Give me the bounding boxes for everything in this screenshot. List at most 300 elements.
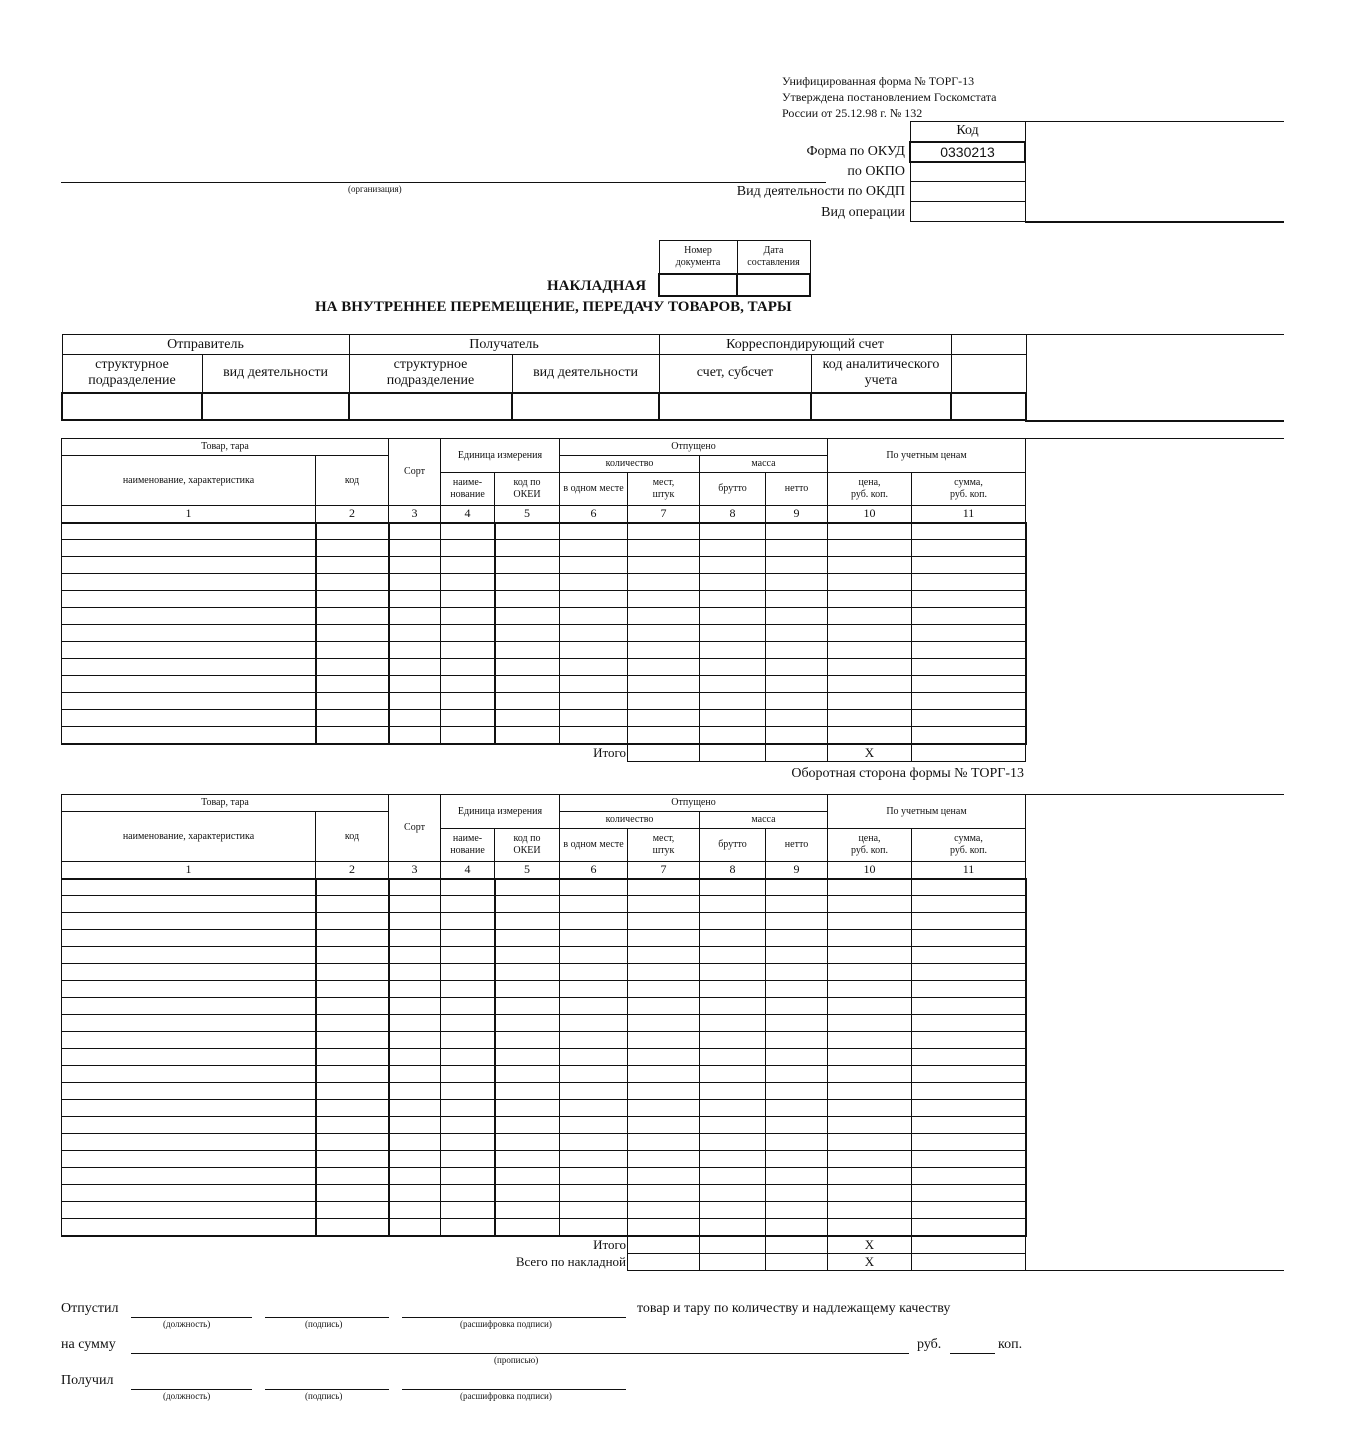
doc-number-value[interactable] <box>659 274 737 296</box>
table-cell[interactable] <box>389 642 441 659</box>
table-cell[interactable] <box>495 1100 560 1117</box>
subaccount-value[interactable] <box>659 393 811 420</box>
table-cell[interactable] <box>628 523 700 540</box>
table-cell[interactable] <box>628 1083 700 1100</box>
table-cell[interactable] <box>700 930 766 947</box>
table-cell[interactable] <box>766 1168 828 1185</box>
table-cell[interactable] <box>495 1134 560 1151</box>
table-cell[interactable] <box>389 1083 441 1100</box>
table-cell[interactable] <box>766 1049 828 1066</box>
table-cell[interactable] <box>560 676 628 693</box>
released-signature-line[interactable] <box>265 1317 389 1318</box>
total-gross[interactable] <box>700 744 766 762</box>
table-cell[interactable] <box>389 557 441 574</box>
table-cell[interactable] <box>316 1049 389 1066</box>
table-cell[interactable] <box>766 710 828 727</box>
table-cell[interactable] <box>700 1219 766 1236</box>
table-cell[interactable] <box>389 964 441 981</box>
table-cell[interactable] <box>766 1032 828 1049</box>
table-cell[interactable] <box>441 523 495 540</box>
okud-value[interactable]: 0330213 <box>910 142 1025 162</box>
table-cell[interactable] <box>441 981 495 998</box>
table-cell[interactable] <box>316 981 389 998</box>
table-cell[interactable] <box>441 1032 495 1049</box>
table-cell[interactable] <box>560 1015 628 1032</box>
table-cell[interactable] <box>560 896 628 913</box>
table-cell[interactable] <box>912 659 1026 676</box>
table-cell[interactable] <box>495 625 560 642</box>
table-cell[interactable] <box>700 998 766 1015</box>
table-cell[interactable] <box>389 540 441 557</box>
table-cell[interactable] <box>560 998 628 1015</box>
table-cell[interactable] <box>628 1219 700 1236</box>
okpo-value[interactable] <box>910 162 1025 182</box>
table-cell[interactable] <box>495 608 560 625</box>
table-cell[interactable] <box>828 998 912 1015</box>
table-cell[interactable] <box>316 642 389 659</box>
table-cell[interactable] <box>700 540 766 557</box>
table-cell[interactable] <box>495 964 560 981</box>
table-cell[interactable] <box>316 930 389 947</box>
table-cell[interactable] <box>316 964 389 981</box>
table-cell[interactable] <box>766 1151 828 1168</box>
operation-value[interactable] <box>910 202 1025 222</box>
table-cell[interactable] <box>495 1185 560 1202</box>
table-cell[interactable] <box>441 1151 495 1168</box>
table-cell[interactable] <box>828 913 912 930</box>
table-cell[interactable] <box>912 1168 1026 1185</box>
table-cell[interactable] <box>700 693 766 710</box>
table-cell[interactable] <box>316 1134 389 1151</box>
table-cell[interactable] <box>828 1100 912 1117</box>
table-cell[interactable] <box>495 523 560 540</box>
table-cell[interactable] <box>912 591 1026 608</box>
table-cell[interactable] <box>316 540 389 557</box>
table-cell[interactable] <box>316 1083 389 1100</box>
table-cell[interactable] <box>62 1117 316 1134</box>
table-cell[interactable] <box>495 574 560 591</box>
table-cell[interactable] <box>912 1100 1026 1117</box>
table-cell[interactable] <box>62 625 316 642</box>
table-cell[interactable] <box>628 981 700 998</box>
table-cell[interactable] <box>766 659 828 676</box>
table-cell[interactable] <box>766 913 828 930</box>
table-cell[interactable] <box>495 1032 560 1049</box>
table-cell[interactable] <box>700 1202 766 1219</box>
table-cell[interactable] <box>628 693 700 710</box>
table-cell[interactable] <box>628 540 700 557</box>
table-cell[interactable] <box>828 710 912 727</box>
table-cell[interactable] <box>389 1100 441 1117</box>
table-cell[interactable] <box>316 557 389 574</box>
table-cell[interactable] <box>628 574 700 591</box>
table-cell[interactable] <box>495 998 560 1015</box>
table-cell[interactable] <box>495 1049 560 1066</box>
table-cell[interactable] <box>766 1185 828 1202</box>
table-cell[interactable] <box>389 981 441 998</box>
table-cell[interactable] <box>628 1202 700 1219</box>
table-cell[interactable] <box>62 1032 316 1049</box>
table-cell[interactable] <box>766 693 828 710</box>
table-cell[interactable] <box>560 540 628 557</box>
table-cell[interactable] <box>495 710 560 727</box>
table-cell[interactable] <box>62 1066 316 1083</box>
table-cell[interactable] <box>389 1185 441 1202</box>
table-cell[interactable] <box>62 913 316 930</box>
table-cell[interactable] <box>389 1066 441 1083</box>
table-cell[interactable] <box>441 710 495 727</box>
table-cell[interactable] <box>700 1083 766 1100</box>
table-cell[interactable] <box>628 557 700 574</box>
table-cell[interactable] <box>700 574 766 591</box>
table-cell[interactable] <box>495 1066 560 1083</box>
table-cell[interactable] <box>828 676 912 693</box>
table-cell[interactable] <box>560 1134 628 1151</box>
table-cell[interactable] <box>441 1219 495 1236</box>
table-cell[interactable] <box>700 710 766 727</box>
table-cell[interactable] <box>62 1168 316 1185</box>
table-cell[interactable] <box>441 1049 495 1066</box>
table-cell[interactable] <box>912 574 1026 591</box>
table-cell[interactable] <box>495 947 560 964</box>
table-cell[interactable] <box>560 1168 628 1185</box>
table-cell[interactable] <box>62 1049 316 1066</box>
table-cell[interactable] <box>828 1015 912 1032</box>
received-signature-line[interactable] <box>265 1389 389 1390</box>
total-sum[interactable] <box>912 744 1026 762</box>
table-cell[interactable] <box>560 1083 628 1100</box>
table-cell[interactable] <box>700 1185 766 1202</box>
table-cell[interactable] <box>766 1100 828 1117</box>
table-cell[interactable] <box>828 964 912 981</box>
table-cell[interactable] <box>441 1066 495 1083</box>
table-cell[interactable] <box>389 659 441 676</box>
table-cell[interactable] <box>495 676 560 693</box>
table-cell[interactable] <box>560 1202 628 1219</box>
table-cell[interactable] <box>700 981 766 998</box>
table-cell[interactable] <box>912 710 1026 727</box>
table-cell[interactable] <box>700 1049 766 1066</box>
table-cell[interactable] <box>389 574 441 591</box>
table-cell[interactable] <box>441 1202 495 1219</box>
analytic-value[interactable] <box>811 393 951 420</box>
table-cell[interactable] <box>316 1032 389 1049</box>
table-cell[interactable] <box>700 523 766 540</box>
table-cell[interactable] <box>316 1219 389 1236</box>
table-cell[interactable] <box>316 574 389 591</box>
table-cell[interactable] <box>912 913 1026 930</box>
table-cell[interactable] <box>62 1202 316 1219</box>
table-cell[interactable] <box>828 1066 912 1083</box>
table-cell[interactable] <box>560 1049 628 1066</box>
table-cell[interactable] <box>316 1066 389 1083</box>
table-cell[interactable] <box>628 710 700 727</box>
table-cell[interactable] <box>316 1117 389 1134</box>
table-cell[interactable] <box>62 879 316 896</box>
table-cell[interactable] <box>62 642 316 659</box>
table-cell[interactable] <box>766 591 828 608</box>
table-cell[interactable] <box>441 879 495 896</box>
table-cell[interactable] <box>560 625 628 642</box>
table-cell[interactable] <box>560 659 628 676</box>
table-cell[interactable] <box>62 574 316 591</box>
table-cell[interactable] <box>912 540 1026 557</box>
table-cell[interactable] <box>441 1134 495 1151</box>
table-cell[interactable] <box>766 1117 828 1134</box>
table-cell[interactable] <box>389 947 441 964</box>
table-cell[interactable] <box>316 710 389 727</box>
table-cell[interactable] <box>828 523 912 540</box>
table-cell[interactable] <box>441 642 495 659</box>
table-cell[interactable] <box>828 1049 912 1066</box>
table-cell[interactable] <box>560 523 628 540</box>
table-cell[interactable] <box>441 998 495 1015</box>
table-cell[interactable] <box>766 879 828 896</box>
table-cell[interactable] <box>912 930 1026 947</box>
table-cell[interactable] <box>766 523 828 540</box>
table-cell[interactable] <box>495 981 560 998</box>
table-cell[interactable] <box>62 964 316 981</box>
table-cell[interactable] <box>700 896 766 913</box>
table-cell[interactable] <box>700 625 766 642</box>
table-cell[interactable] <box>389 896 441 913</box>
table-cell[interactable] <box>828 981 912 998</box>
table-cell[interactable] <box>389 1117 441 1134</box>
table-cell[interactable] <box>912 1066 1026 1083</box>
receiver-activity-value[interactable] <box>512 393 659 420</box>
table-cell[interactable] <box>828 896 912 913</box>
table-cell[interactable] <box>628 1066 700 1083</box>
table-cell[interactable] <box>441 557 495 574</box>
table-cell[interactable] <box>828 608 912 625</box>
table-cell[interactable] <box>700 1151 766 1168</box>
table-cell[interactable] <box>389 1168 441 1185</box>
table-cell[interactable] <box>700 1134 766 1151</box>
table-cell[interactable] <box>628 625 700 642</box>
table-cell[interactable] <box>560 879 628 896</box>
doc-date-value[interactable] <box>737 274 810 296</box>
table-cell[interactable] <box>389 1049 441 1066</box>
table-cell[interactable] <box>766 1134 828 1151</box>
table-cell[interactable] <box>828 1219 912 1236</box>
table-cell[interactable] <box>766 540 828 557</box>
table-cell[interactable] <box>62 727 316 744</box>
table-cell[interactable] <box>700 913 766 930</box>
total-places[interactable] <box>628 1236 700 1254</box>
table-cell[interactable] <box>628 608 700 625</box>
table-cell[interactable] <box>441 591 495 608</box>
table-cell[interactable] <box>441 693 495 710</box>
total-net[interactable] <box>766 1236 828 1254</box>
organization-line[interactable] <box>61 182 826 183</box>
kop-line[interactable] <box>950 1353 995 1354</box>
table-cell[interactable] <box>766 625 828 642</box>
table-cell[interactable] <box>828 659 912 676</box>
table-cell[interactable] <box>389 625 441 642</box>
table-cell[interactable] <box>62 523 316 540</box>
sum-in-words-line[interactable] <box>131 1353 909 1354</box>
table-cell[interactable] <box>828 574 912 591</box>
table-cell[interactable] <box>495 1151 560 1168</box>
parties-extra-value[interactable] <box>951 393 1026 420</box>
table-cell[interactable] <box>495 727 560 744</box>
sender-activity-value[interactable] <box>202 393 349 420</box>
table-cell[interactable] <box>560 930 628 947</box>
table-cell[interactable] <box>560 913 628 930</box>
table-cell[interactable] <box>389 1151 441 1168</box>
table-cell[interactable] <box>912 1134 1026 1151</box>
table-cell[interactable] <box>316 1151 389 1168</box>
table-cell[interactable] <box>316 998 389 1015</box>
table-cell[interactable] <box>700 591 766 608</box>
table-cell[interactable] <box>766 642 828 659</box>
sender-struct-value[interactable] <box>62 393 202 420</box>
table-cell[interactable] <box>62 1015 316 1032</box>
table-cell[interactable] <box>912 625 1026 642</box>
table-cell[interactable] <box>62 676 316 693</box>
table-cell[interactable] <box>441 947 495 964</box>
table-cell[interactable] <box>441 1015 495 1032</box>
table-cell[interactable] <box>560 1185 628 1202</box>
table-cell[interactable] <box>700 1168 766 1185</box>
table-cell[interactable] <box>62 1100 316 1117</box>
table-cell[interactable] <box>912 896 1026 913</box>
table-cell[interactable] <box>62 540 316 557</box>
table-cell[interactable] <box>912 947 1026 964</box>
table-cell[interactable] <box>828 557 912 574</box>
table-cell[interactable] <box>560 608 628 625</box>
table-cell[interactable] <box>560 1066 628 1083</box>
table-cell[interactable] <box>628 913 700 930</box>
table-cell[interactable] <box>560 574 628 591</box>
table-cell[interactable] <box>912 879 1026 896</box>
table-cell[interactable] <box>495 1117 560 1134</box>
table-cell[interactable] <box>912 608 1026 625</box>
table-cell[interactable] <box>766 1083 828 1100</box>
table-cell[interactable] <box>700 557 766 574</box>
total-net[interactable] <box>766 1253 828 1270</box>
table-cell[interactable] <box>912 642 1026 659</box>
table-cell[interactable] <box>912 998 1026 1015</box>
table-cell[interactable] <box>62 710 316 727</box>
table-cell[interactable] <box>495 896 560 913</box>
table-cell[interactable] <box>441 727 495 744</box>
table-cell[interactable] <box>766 557 828 574</box>
table-cell[interactable] <box>316 1100 389 1117</box>
table-cell[interactable] <box>628 1015 700 1032</box>
table-cell[interactable] <box>495 879 560 896</box>
table-cell[interactable] <box>828 1117 912 1134</box>
table-cell[interactable] <box>628 998 700 1015</box>
table-cell[interactable] <box>628 1168 700 1185</box>
table-cell[interactable] <box>912 1015 1026 1032</box>
table-cell[interactable] <box>912 1049 1026 1066</box>
table-cell[interactable] <box>766 727 828 744</box>
table-cell[interactable] <box>700 964 766 981</box>
table-cell[interactable] <box>912 1219 1026 1236</box>
table-cell[interactable] <box>628 964 700 981</box>
table-cell[interactable] <box>766 1219 828 1236</box>
table-cell[interactable] <box>828 591 912 608</box>
table-cell[interactable] <box>62 1083 316 1100</box>
table-cell[interactable] <box>62 1219 316 1236</box>
received-decoding-line[interactable] <box>402 1389 626 1390</box>
table-cell[interactable] <box>766 608 828 625</box>
table-cell[interactable] <box>628 947 700 964</box>
table-cell[interactable] <box>828 727 912 744</box>
table-cell[interactable] <box>560 964 628 981</box>
table-cell[interactable] <box>766 1066 828 1083</box>
table-cell[interactable] <box>628 1151 700 1168</box>
table-cell[interactable] <box>700 642 766 659</box>
table-cell[interactable] <box>828 1151 912 1168</box>
table-cell[interactable] <box>766 896 828 913</box>
table-cell[interactable] <box>495 557 560 574</box>
table-cell[interactable] <box>316 608 389 625</box>
table-cell[interactable] <box>495 913 560 930</box>
table-cell[interactable] <box>62 608 316 625</box>
table-cell[interactable] <box>700 659 766 676</box>
table-cell[interactable] <box>389 523 441 540</box>
table-cell[interactable] <box>766 1015 828 1032</box>
table-cell[interactable] <box>316 1168 389 1185</box>
table-cell[interactable] <box>828 930 912 947</box>
table-cell[interactable] <box>700 1117 766 1134</box>
table-cell[interactable] <box>700 676 766 693</box>
table-cell[interactable] <box>766 981 828 998</box>
table-cell[interactable] <box>389 693 441 710</box>
table-cell[interactable] <box>628 930 700 947</box>
table-cell[interactable] <box>700 947 766 964</box>
table-cell[interactable] <box>316 1185 389 1202</box>
table-cell[interactable] <box>389 879 441 896</box>
table-cell[interactable] <box>62 981 316 998</box>
table-cell[interactable] <box>628 676 700 693</box>
table-cell[interactable] <box>700 608 766 625</box>
total-places[interactable] <box>628 1253 700 1270</box>
table-cell[interactable] <box>495 1168 560 1185</box>
table-cell[interactable] <box>316 625 389 642</box>
table-cell[interactable] <box>316 1015 389 1032</box>
table-cell[interactable] <box>316 1202 389 1219</box>
table-cell[interactable] <box>560 727 628 744</box>
table-cell[interactable] <box>389 676 441 693</box>
table-cell[interactable] <box>828 879 912 896</box>
table-cell[interactable] <box>828 693 912 710</box>
table-cell[interactable] <box>828 1083 912 1100</box>
table-cell[interactable] <box>389 710 441 727</box>
table-cell[interactable] <box>495 1015 560 1032</box>
table-cell[interactable] <box>441 1117 495 1134</box>
table-cell[interactable] <box>389 1202 441 1219</box>
table-cell[interactable] <box>62 947 316 964</box>
table-cell[interactable] <box>389 608 441 625</box>
table-cell[interactable] <box>560 1100 628 1117</box>
table-cell[interactable] <box>628 1134 700 1151</box>
table-cell[interactable] <box>316 693 389 710</box>
table-cell[interactable] <box>62 1134 316 1151</box>
table-cell[interactable] <box>828 1032 912 1049</box>
table-cell[interactable] <box>316 591 389 608</box>
table-cell[interactable] <box>700 879 766 896</box>
table-cell[interactable] <box>912 1032 1026 1049</box>
table-cell[interactable] <box>62 896 316 913</box>
table-cell[interactable] <box>828 947 912 964</box>
table-cell[interactable] <box>912 964 1026 981</box>
table-cell[interactable] <box>828 1202 912 1219</box>
table-cell[interactable] <box>441 625 495 642</box>
table-cell[interactable] <box>389 1015 441 1032</box>
